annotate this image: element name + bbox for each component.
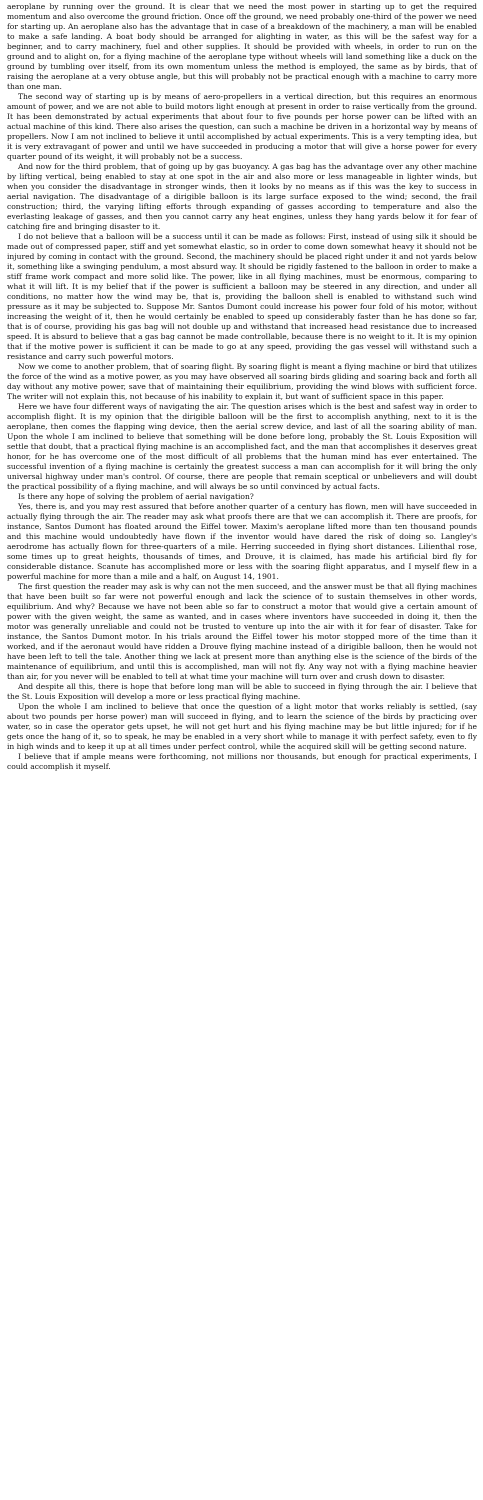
paragraph-balloon-construction: I do not believe that a balloon will be a success until it can be made as follows: First, instead of using silk it should be made out of compressed paper, stiff and yet somewhat elastic, so in order to come down somewhat heavy it should not be injured by coming in contact with the ground. Second, the machinery should be placed right under it and not yards below it, something like a swinging pendulum, a most absurd way. It should be rigidly fastened to the balloon in order to make a stiff frame work compact and more solid like. The power, like in all flying machines, must be enormous, comparing to what it will lift. It is my belief that if the power is sufficient a balloon may be steered in any direction, and under all conditions, no matter how the wind may be, that is, providing the balloon shell is enabled to withstand such wind pressure as it may be subjected to. Suppose Mr. Santos Dumont could increase his power four fold of his motor, without increasing the weight of it, then he would certainly be enabled to speed up considerably faster than he has done so far, that is of course, providing his gas bag will not double up and withstand that increased head resistance due to increased speed. It is absurd to believe that a gas bag cannot be made controllable, because there is no weight to it. It is my opinion that if the motive power is sufficient it can be made to go at any speed, providing the gas vessel will withstand such a resistance and carry such powerful motors.	[7, 232, 477, 361]
paragraph-question-hope: Is there any hope of solving the problem of aerial navigation?	[18, 492, 254, 501]
paragraph-light-motor: Upon the whole I am inclined to believe that once the question of a light motor that works reliably is settled, (say about two pounds per horse power) man will succeed in flying, and to learn the science of the birds by practicing over water, so in case the operator gets upset, he will not get hurt and his flying machine may be but little injured; for if he gets once the hang of it, so to speak, he may be enabled in a very short while to manage it with perfect safety, even to fly in high winds and to keep it up at all times under perfect control, while the acquired skill will be getting second nature.	[7, 702, 477, 751]
paragraph-proofs: Yes, there is, and you may rest assured that before another quarter of a century has flown, men will have succeeded in actually flying through the air. The reader may ask what proofs there are that we can accomplish it. There are proofs, for instance, Santos Dumont has floated around the Eiffel tower. Maxim's aeroplane lifted more than ten thousand pounds and this machine would undoubtedly have flown if the inventor would have dared the risk of doing so. Langley's aerodrome has actually flown for three-quarters of a mile. Herring succeeded in flying short distances. Lilienthal rose, some times up to great heights, thousands of times, and Drouve, it is claimed, has made his artificial bird fly for considerable distance. Scanute has accomplished more or less with the soaring flight apparatus, and I myself flew in a powerful machine for more than a mile and a half, on August 14, 1901.	[7, 502, 477, 581]
paragraph-vertical-propellers: The second way of starting up is by means of aero-propellers in a vertical direction, but this requires an enormous amount of power, and we are not able to build motors light enough at present in order to raise vertically from the ground. It has been demonstrated by actual experiments that about four to five pounds per horse power can be lifted with an actual machine of this kind. There also arises the question, can such a machine be driven in a horizontal way by means of propellers. Now I am not inclined to believe it until accomplished by actual experiments. This is a very tempting idea, but it is very extravagant of power and until we have succeeded in producing a motor that will give a horse power for every quarter pound of its weight, it will probably not be a success.	[7, 92, 477, 161]
paragraph-soaring-flight: Now we come to another problem, that of soaring flight. By soaring flight is meant a flying machine or bird that utilizes the force of the wind as a motive power, as you may have observed all soaring birds gliding and soaring back and forth all day without any motive power, save that of maintaining their equilibrium, providing the wind blows with sufficient force. The writer will not explain this, not because of his inability to explain it, but want of sufficient space in this paper.	[7, 362, 477, 401]
paragraph-why-not-succeed: The first question the reader may ask is why can not the men succeed, and the answer must be that all flying machines that have been built so far were not powerful enough and lack the science of to sustain themselves in other words, equilibrium. And why? Because we have not been able so far to construct a motor that would give a certain amount of power with the given weight, the same as wanted, and in cases where inventors have succeeded in doing it, then the motor was generally unreliable and could not be trusted to venture up into the air with it for fear of disaster. Take for instance, the Santos Dumont motor. In his trials around the Eiffel tower his motor stopped more of the time than it worked, and if the aeronaut would have ridden a Drouve flying machine instead of a dirigible balloon, then he would not have been left to tell the tale. Another thing we lack at present more than anything else is the science of the birds of the maintenance of equilibrium, and until this is accomplished, man will not fly. Any way not with a flying machine heavier than air, for you never will be enabled to tell at what time your machine will turn over and crush down to disaster.	[7, 582, 477, 681]
paragraph-ample-means: I believe that if ample means were forthcoming, not millions nor thousands, but enough for practical experiments, I could accomplish it myself.	[7, 752, 477, 771]
paragraph-despite-hope: And despite all this, there is hope that before long man will be able to succeed in flying through the air. I believe that the St. Louis Exposition will develop a more or less practical flying machine.	[7, 682, 477, 701]
paragraph-four-ways: Here we have four different ways of navigating the air. The question arises which is the best and safest way in order to accomplish flight. It is my opinion that the dirigible balloon will be the first to accomplish anything, next to it is the aeroplane, then comes the flapping wing device, then the aerial screw device, and last of all the soaring ability of man. Upon the whole I am inclined to believe that something will be done before long, probably the St. Louis Exposition will settle that doubt, that a practical flying machine is an accomplished fact, and the man that accomplishes it deserves great honor, for he has overcome one of the most difficult of all problems that the human mind has ever entertained. The successful invention of a flying machine is certainly the greatest success a man can accomplish for it will bring the only universal highway under man's control. Of course, there are people that remain sceptical or unbelievers and will doubt the practical possibility of a flying machine, and will always be so until convinced by actual facts.	[7, 402, 477, 491]
paragraph-aeroplane-starting: aeroplane by running over the ground. It is clear that we need the most power in starting up to get the required momentum and also overcome the ground friction. Once off the ground, we need probably one-third of the power we need for starting up. An aeroplane also has the advantage that in case of a breakdown of the machinery, a man will be enabled to make a safe landing. A boat body should be arranged for alighting in water, as this will be the safest way for a beginner, and to carry machinery, fuel and other supplies. It should be provided with wheels, in order to run on the ground and to alight on, for a flying machine of the aeroplane type without wheels will land something like a duck on the ground by tumbling over itself, from its own momentum unless the method is employed, the same as by birds, that of raising the aeroplane at a very obtuse angle, but this will probably not be practical enough with a machine to carry more than one man.	[7, 2, 477, 91]
paragraph-gas-buoyancy: And now for the third problem, that of going up by gas buoyancy. A gas bag has the advantage over any other machine by lifting vertical, being enabled to stay at one spot in the air and also more or less manageable in lighter winds, but when you consider the disadvantage in stronger winds, then it looks by no means as if this was the key to success in aerial navigation. The disadvantage of a dirigible balloon is its large surface exposed to the wind; second, the frail construction; third, the varying lifting efforts through expanding of gasses according to temperature and also the everlasting leakage of gasses, and then you cannot carry any heat engines, unless they hang yards below it for fear of catching fire and bringing disaster to it.	[7, 162, 477, 231]
newspaper-article-column	[7, 0, 477, 772]
